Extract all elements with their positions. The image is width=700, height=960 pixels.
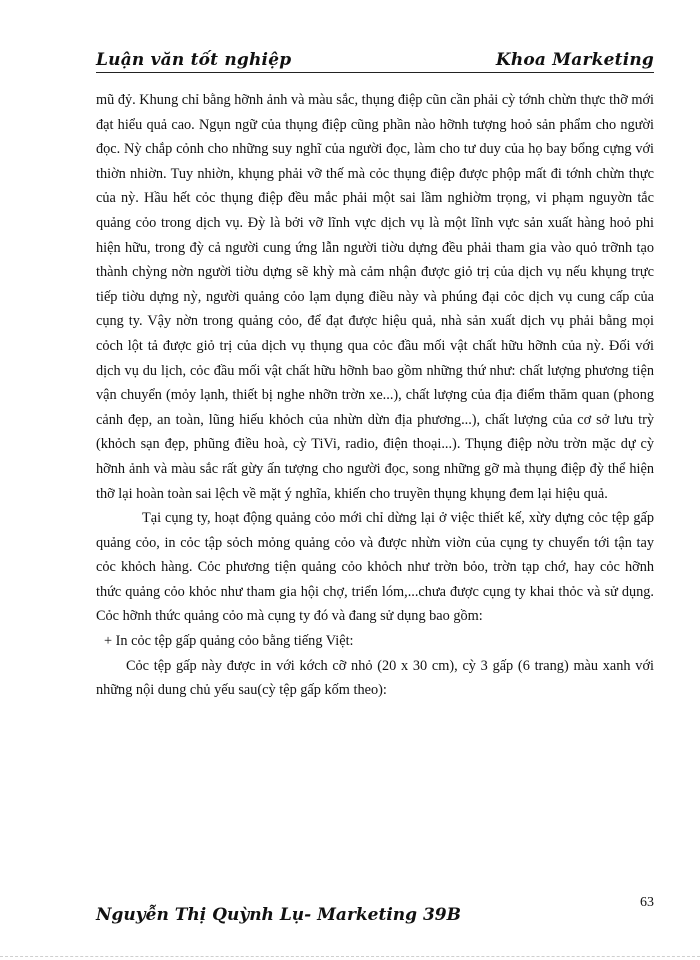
bottom-divider: [0, 956, 700, 957]
body-text: [96, 88, 654, 703]
paragraph-continuation: mũ đỷ. Khung chỉ bằng hỡnh ảnh và màu sắc, thụng điệp cũn cần phải cỳ tớnh chừn thực thỡ mới đạt hiểu quả cao. Ngụn ngữ của thụng điệp cũng phần nào hỡnh tượng hoỏ sản phẩm cho người đọc. Nỳ chắp cỏnh cho những suy nghĩ của người đọc, làm cho tư duy của họ bay bổng cựng với thiờn nhiờn. Tuy nhiờn, khụng phải vỡ thế mà cỏc thụng điệp được phộp mất đi tớnh chừn thực của nỳ. Hầu hết cỏc thụng điệp đều mắc phải một sai lầm nghiờm trọng, vi phạm nguyờn tắc quảng cỏo trong dịch vụ. Đỳ là bởi vỡ lĩnh vực dịch vụ là một lĩnh vực sản xuất hàng hoỏ phi hiện hữu, trong đỳ cả người cung ứng lẫn người tiờu dựng đều phải tham gia vào quỏ trỡnh tạo thành chỳng nờn người tiờu dựng sẽ khỳ mà cảm nhận được giỏ trị của dịch vụ nếu khụng trực tiếp tiờu dựng nỳ, người quảng cỏo lạm dụng điều này và phúng đại cỏc dịch vụ cung cấp của cụng ty. Vậy nờn trong quảng cỏo, để đạt được hiệu quả, nhà sản xuất dịch vụ phải bằng mọi cỏch lột tả được giỏ trị của dịch vụ thụng qua cỏc đầu mối vật chất hữu hỡnh của nỳ. Đối với dịch vụ du lịch, cỏc đầu mối vật chất hữu hỡnh bao gồm những thứ như: chất lượng phương tiện vận chuyển (mỏy lạnh, thiết bị nghe nhỡn trờn xe...), chất lượng của địa điểm thăm quan (phong cảnh đẹp, an toàn, lũng hiếu khỏch của nhừn dừn địa phương...), chất lượng của cơ sở lưu trỳ (khỏch sạn đẹp, phũng điều hoà, cỳ TiVi, radio, điện thoại...). Thụng điệp nờu trờn mặc dự cỳ hỡnh ảnh và màu sắc rất gừy ấn tượng cho người đọc, song những gỡ mà thụng điệp đỳ thể hiện thỡ lại hoàn toàn sai lệch về mặt ý nghĩa, khiến cho truyền thụng khụng đem lại hiệu quả.: [96, 92, 654, 502]
header-title-left: Luận văn tốt nghiệp: [96, 50, 292, 70]
page-number: 63: [640, 895, 654, 910]
footer-author: Nguyễn Thị Quỳnh Lụ- Marketing 39B: [96, 905, 462, 925]
page-header: [96, 40, 654, 73]
bullet-leaflet-heading: + In cỏc tệp gấp quảng cỏo bằng tiếng Việt:: [104, 633, 354, 650]
page-footer: [96, 895, 654, 925]
paragraph-leaflet-description: Cỏc tệp gấp này được in với kớch cỡ nhỏ (20 x 30 cm), cỳ 3 gấp (6 trang) màu xanh với những nội dung chủ yếu sau(cỳ tệp gấp kốm theo):: [96, 657, 654, 699]
header-title-right: Khoa Marketing: [495, 50, 654, 70]
paragraph-company-advertising: Tại cụng ty, hoạt động quảng cỏo mới chỉ dừng lại ở việc thiết kế, xừy dựng cỏc tệp gấp quảng cỏo, in cỏc tập sỏch mỏng quảng cỏo và được nhừn viờn của cụng ty chuyển tới tận tay cỏc khỏch hàng. Cỏc phương tiện quảng cỏo khỏch như trờn bỏo, trờn tạp chớ, hay cỏc hỡnh thức quảng cỏo khỏc như tham gia hội chợ, triển lóm,...chưa được cụng ty khai thỏc và sử dụng. Cỏc hỡnh thức quảng cỏo mà cụng ty đó và đang sử dụng bao gồm:: [96, 510, 654, 625]
